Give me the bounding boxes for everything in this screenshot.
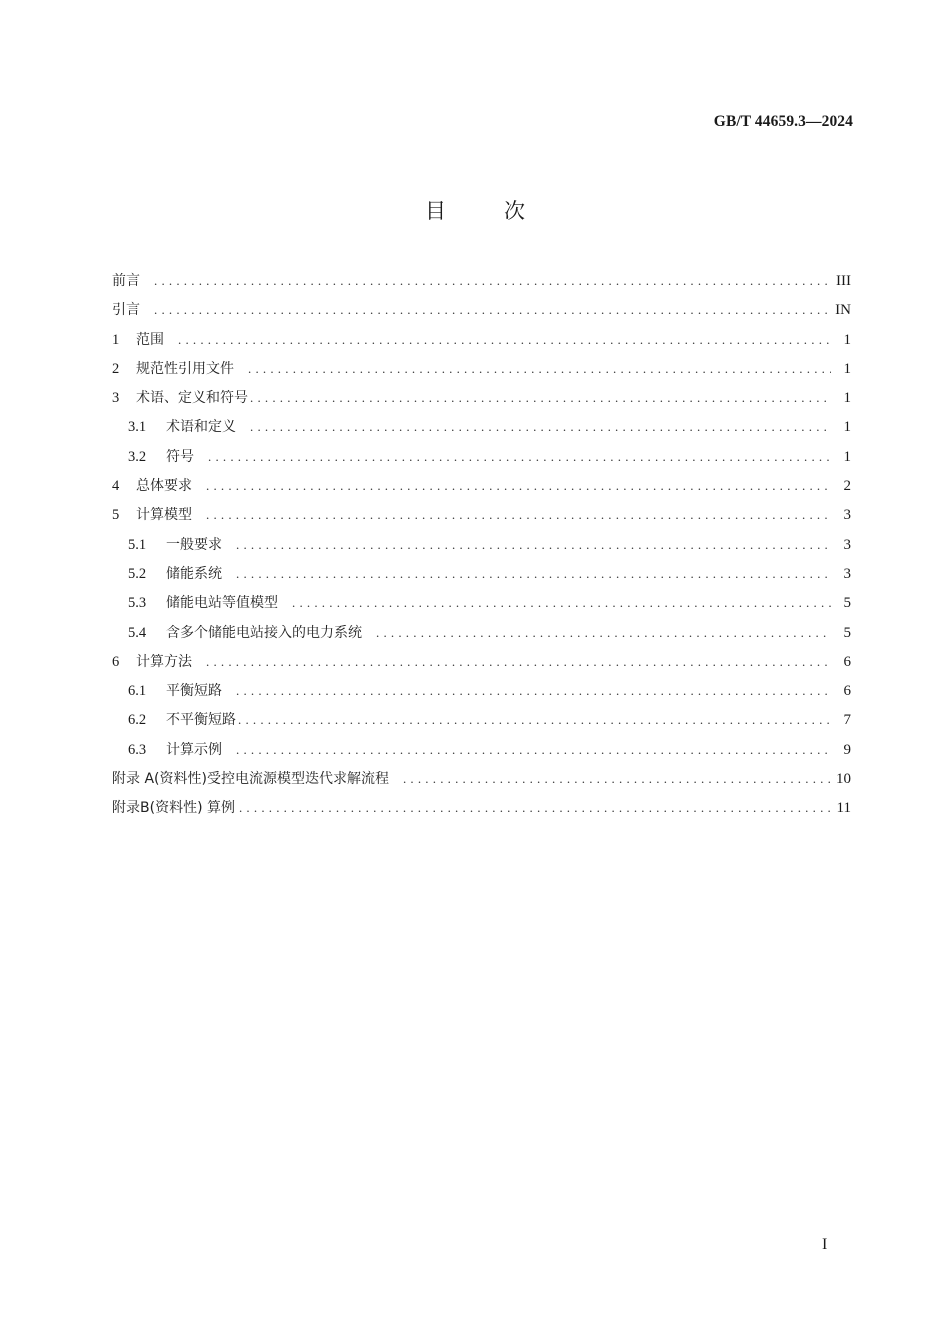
leader-dots [206, 507, 831, 523]
toc-page-number: 5 [843, 624, 851, 641]
toc-entry-text: 规范性引用文件 [136, 360, 234, 377]
toc-page-number: 1 [843, 419, 851, 436]
toc-entry-text: 计算方法 [136, 653, 192, 670]
toc-entry-text: 符号 [166, 448, 194, 465]
toc-page-number: 9 [843, 741, 851, 758]
toc-entry-5-1[interactable] [112, 534, 851, 563]
toc-page-number: 3 [843, 536, 851, 553]
toc-page-number: 6 [843, 653, 851, 670]
standard-number: GB/T 44659.3—2024 [713, 113, 853, 130]
leader-dots [239, 800, 831, 816]
toc-entry-text: 前言 [112, 273, 140, 289]
toc-page-number: 11 [836, 800, 851, 817]
toc-entry-text: 总体要求 [136, 478, 192, 495]
toc-page-number: 3 [843, 507, 851, 524]
toc-entry-text: 术语、定义和符号 [136, 390, 248, 407]
toc-entry-number: 5.1 [128, 536, 147, 553]
toc-entry-number: 5.3 [128, 595, 147, 612]
toc-entry-2[interactable] [112, 358, 851, 387]
toc-entry-text: 平衡短路 [166, 683, 222, 700]
toc-page-number: 6 [843, 683, 851, 700]
toc-entry-number: 2 [112, 360, 120, 377]
toc-entry-text: 储能电站等值模型 [166, 595, 278, 612]
leader-dots [206, 654, 831, 670]
toc-entry-appendix-a[interactable] [112, 768, 851, 797]
toc-entry-number: 4 [112, 478, 120, 495]
toc-entry-appendix-b[interactable] [112, 797, 851, 826]
leader-dots [376, 625, 831, 641]
toc-entry-text: 储能系统 [166, 565, 222, 582]
toc-entry-number: 1 [112, 331, 120, 348]
leader-dots [250, 390, 831, 406]
toc-entry-3[interactable] [112, 387, 851, 416]
toc-entry-number: 3.2 [128, 448, 147, 465]
leader-dots [154, 273, 830, 289]
toc-page-number: III [836, 273, 851, 289]
page-title [0, 195, 950, 225]
toc-entry-3-2[interactable] [112, 446, 851, 475]
leader-dots [250, 419, 831, 435]
footer-page-number: I [822, 1236, 828, 1253]
toc-entry-text: 计算示例 [166, 741, 222, 758]
toc-entry-6-1[interactable] [112, 680, 851, 709]
toc-entry-5-3[interactable] [112, 592, 851, 621]
toc-entry-text: 不平衡短路 [166, 712, 236, 729]
toc-entry-number: 5.4 [128, 624, 147, 641]
leader-dots [238, 712, 831, 728]
toc-entry-number: 6 [112, 653, 120, 670]
toc-entry-text: 附录B(资料性) 算例 [112, 800, 235, 817]
toc-entry-number: 3.1 [128, 419, 147, 436]
toc-page-number: 1 [843, 331, 851, 348]
toc-entry-text: 一般要求 [166, 536, 222, 553]
leader-dots [206, 478, 831, 494]
toc-entry-number: 6.2 [128, 712, 147, 729]
toc-entry-5-4[interactable] [112, 622, 851, 651]
toc-entry-number: 5 [112, 507, 120, 524]
leader-dots [236, 683, 831, 699]
toc-page-number: 10 [836, 771, 851, 788]
toc-entry-text: 范围 [136, 331, 164, 348]
toc-page-number: 7 [843, 712, 851, 729]
leader-dots [292, 595, 831, 611]
toc-page-number: 1 [843, 360, 851, 377]
toc-entry-1[interactable] [112, 329, 851, 358]
leader-dots [154, 302, 829, 318]
toc-entry-5-2[interactable] [112, 563, 851, 592]
toc-entry-6-2[interactable] [112, 709, 851, 738]
toc-entry-text: 附录 A(资料性)受控电流源模型迭代求解流程 [112, 771, 389, 788]
table-of-contents [112, 270, 851, 827]
title-char-1: 目 [425, 199, 446, 223]
toc-entry-text: 含多个储能电站接入的电力系统 [166, 624, 362, 641]
leader-dots [208, 449, 831, 465]
leader-dots [236, 537, 831, 553]
toc-entry-text: 计算模型 [136, 507, 192, 524]
toc-entry-text: 引言 [112, 302, 140, 319]
leader-dots [236, 566, 831, 582]
toc-entry-number: 6.3 [128, 741, 147, 758]
toc-page-number: 5 [843, 595, 851, 612]
toc-page-number: 3 [843, 565, 851, 582]
leader-dots [248, 361, 831, 377]
toc-entry-6-3[interactable] [112, 739, 851, 768]
title-char-2: 次 [504, 199, 525, 223]
toc-entry-number: 6.1 [128, 683, 147, 700]
toc-entry-number: 3 [112, 390, 120, 407]
toc-page-number: 1 [843, 390, 851, 407]
toc-page-number: IN [835, 302, 851, 319]
toc-page-number: 2 [843, 478, 851, 495]
toc-entry-number: 5.2 [128, 565, 147, 582]
toc-entry-3-1[interactable] [112, 416, 851, 445]
toc-entry-foreword[interactable] [112, 270, 851, 299]
toc-entry-6[interactable] [112, 651, 851, 680]
toc-page-number: 1 [843, 448, 851, 465]
leader-dots [236, 742, 831, 758]
leader-dots [178, 332, 831, 348]
toc-entry-text: 术语和定义 [166, 419, 236, 436]
leader-dots [403, 771, 830, 787]
toc-entry-4[interactable] [112, 475, 851, 504]
toc-entry-introduction[interactable] [112, 299, 851, 328]
toc-entry-5[interactable] [112, 504, 851, 533]
